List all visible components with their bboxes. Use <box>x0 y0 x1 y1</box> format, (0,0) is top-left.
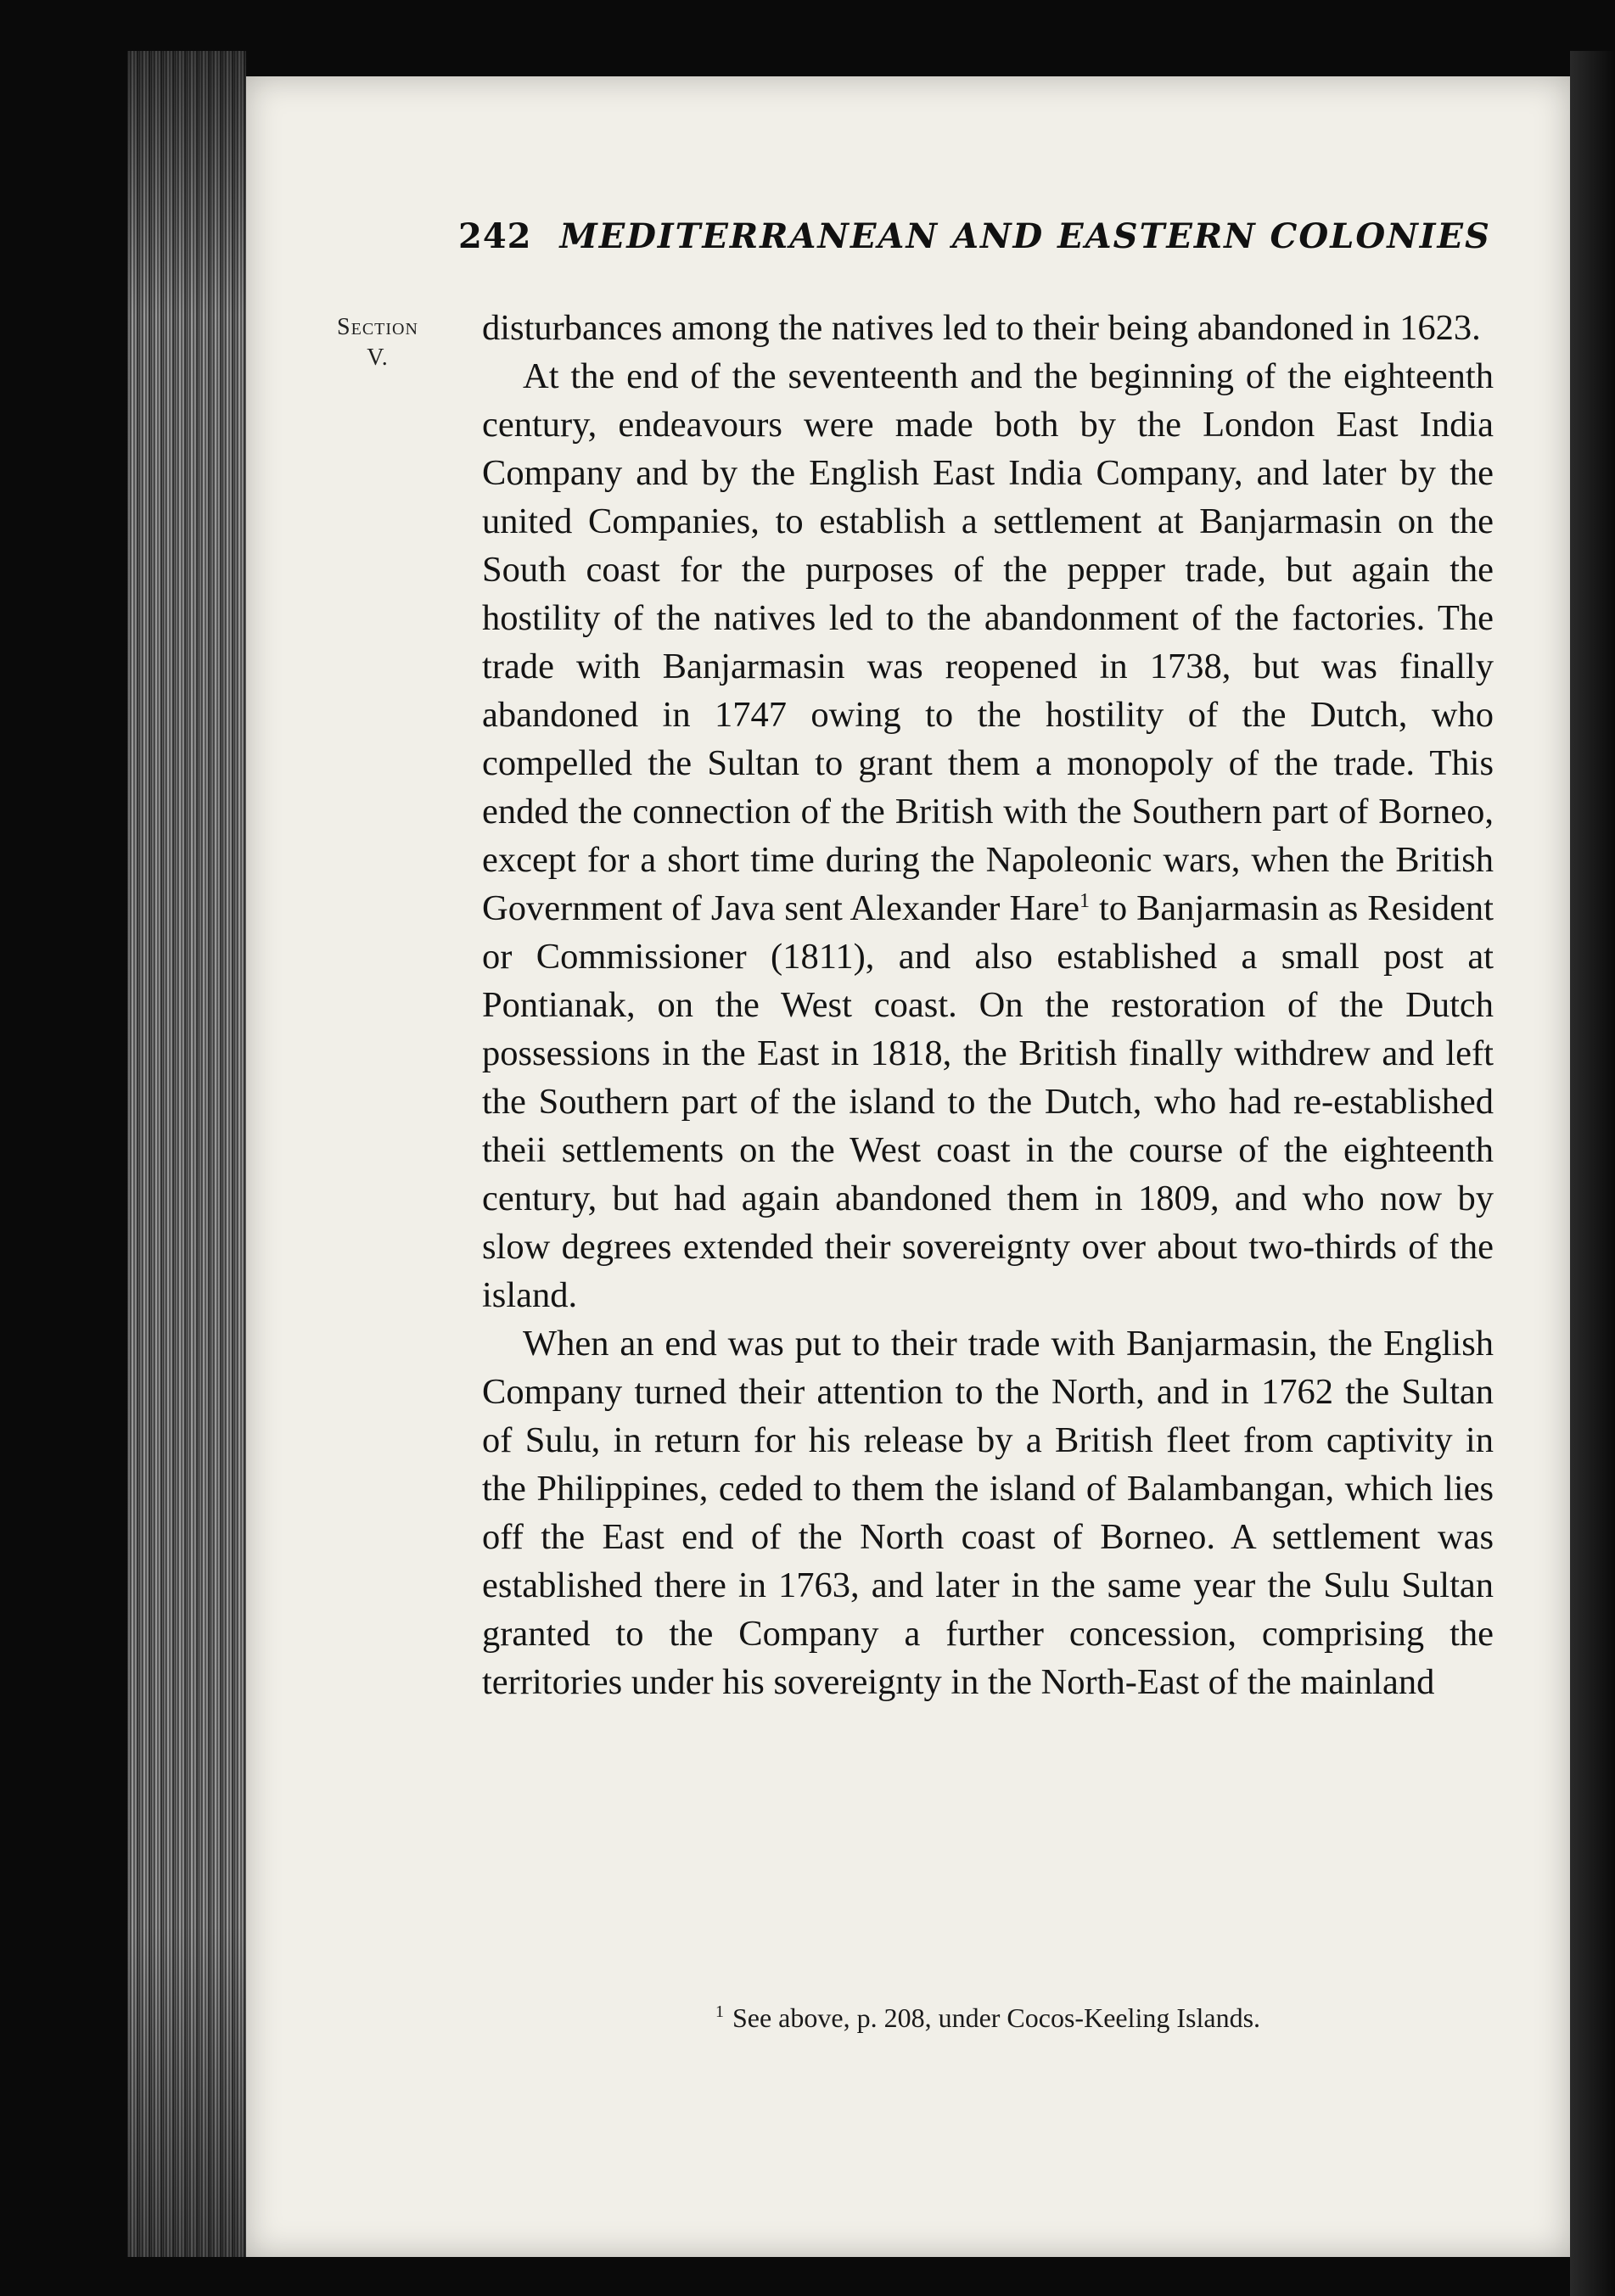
paragraph-text: disturbances among the natives led to their being abandoned in 1623. <box>482 308 1481 348</box>
running-title: MEDITERRANEAN AND EASTERN COLONIES <box>559 216 1491 256</box>
paragraph-text: At the end of the seventeenth and the beginning of the eighteenth century, endeavours were made both by the London East India Company and by the English East India Company, and later by the united Companies, to establish a settlement at Banjarmasin on the South coast for the purposes of the pepper trade, but again the hostility of the natives led to the abandonment of the factories. The trade with Banjarmasin was reopened in 1738, but was finally abandoned in 1747 owing to the hostility of the Dutch, who compelled the Sultan to grant them a monopoly of the trade. This ended the connection of the British with the Southern part of Borneo, except for a short time during the Napoleonic wars, when the British Government of Java sent Alexander Hare <box>482 356 1494 928</box>
page-number: 242 <box>458 216 532 256</box>
footnote-reference: 1 <box>1079 889 1091 912</box>
paragraph-2 <box>482 352 1494 1319</box>
paragraph-3 <box>482 1319 1494 1706</box>
paragraph-text-continued: to Banjarmasin as Resident or Commissioner (1811), and also established a small post at Pontianak, on the West coast. On the restoration of the Dutch possessions in the East in 1818, the British finally withdrew and left the Southern part of the island to the Dutch, who had re-established theii settlements on the West coast in the course of the eighteenth century, but had again abandoned them in 1809, and who now by slow degrees extended their sovereignty over about two-thirds of the island. <box>482 888 1494 1315</box>
footnote-text: See above, p. 208, under Cocos-Keeling Islands. <box>732 2002 1261 2033</box>
sidenote-number: V. <box>367 344 389 371</box>
running-header <box>458 216 1494 256</box>
sidenote-label: Section <box>337 314 418 340</box>
section-sidenote <box>293 312 463 373</box>
paragraph-1 <box>482 304 1494 352</box>
footnote-marker: 1 <box>715 2002 724 2022</box>
body-text <box>482 304 1494 1706</box>
footnote <box>482 2002 1494 2034</box>
paragraph-text: When an end was put to their trade with Banjarmasin, the English Company turned their attention to the North, and in 1762 the Sultan of Sulu, in return for his release by a British fleet from captivity in the Philippines, ceded to them the island of Balambangan, which lies off the East end of the North coast of Borneo. A settlement was established there in 1763, and later in the same year the Sulu Sultan granted to the Company a further concession, comprising the territories under his sovereignty in the North-East of the mainland <box>482 1324 1494 1702</box>
fore-edge-shadow <box>127 51 246 2257</box>
right-scan-border <box>1570 51 1615 2296</box>
